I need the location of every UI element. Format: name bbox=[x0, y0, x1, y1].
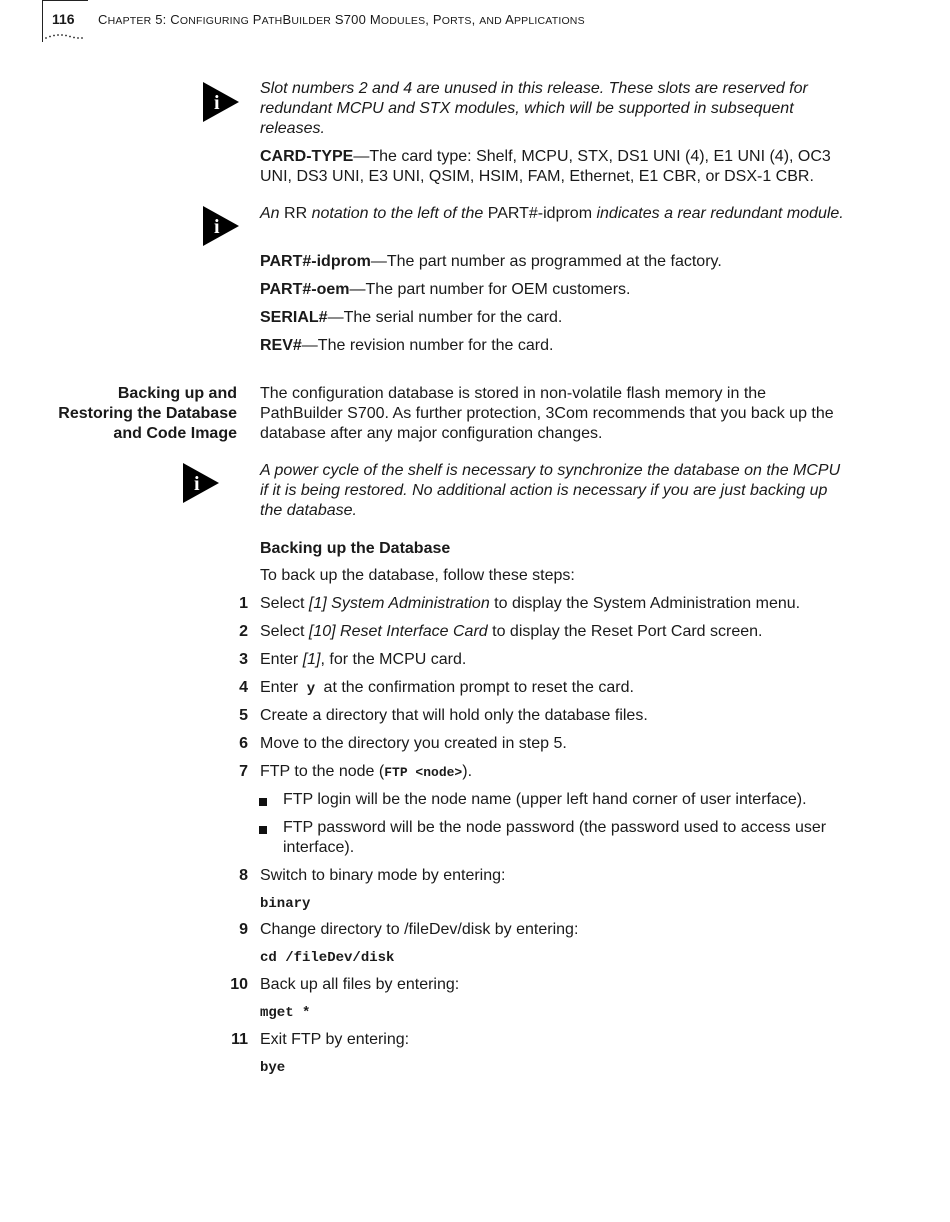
info-note-icon bbox=[203, 82, 239, 122]
step-number: 2 bbox=[239, 623, 248, 640]
code-cd-filedev: cd /fileDev/disk bbox=[260, 950, 395, 966]
section-heading-backup-restore: Backing up and Restoring the Database and Code Image bbox=[58, 385, 237, 442]
step-9: Change directory to /fileDev/disk by entering: bbox=[260, 921, 579, 938]
step-2: Select [10] Reset Interface Card to display the Reset Port Card screen. bbox=[260, 623, 763, 640]
step-11: Exit FTP by entering: bbox=[260, 1031, 410, 1048]
note-power-cycle: A power cycle of the shelf is necessary to synchronize the database on the MCPU if it is being restored. No additional action is necessary if you are just backing up the database. bbox=[260, 462, 841, 519]
header-rule-horizontal bbox=[42, 0, 88, 1]
note-rear-redundant: An RR notation to the left of the PART#-idprom indicates a rear redundant module. bbox=[260, 205, 844, 222]
subsection-intro: To back up the database, follow these steps: bbox=[260, 567, 575, 584]
page-number: 116 bbox=[52, 11, 75, 27]
step-number: 11 bbox=[231, 1031, 248, 1048]
step-7: FTP to the node (FTP <node>). bbox=[260, 763, 473, 780]
info-note-icon bbox=[203, 206, 239, 246]
subsection-title: Backing up the Database bbox=[260, 540, 451, 557]
step-number: 7 bbox=[239, 763, 248, 780]
svg-text:i: i bbox=[214, 216, 220, 238]
info-note-icon bbox=[183, 463, 219, 503]
step-number: 1 bbox=[239, 595, 248, 612]
bullet-marker bbox=[259, 798, 267, 806]
step-1: Select [1] System Administration to display the System Administration menu. bbox=[260, 595, 801, 612]
step-10: Back up all files by entering: bbox=[260, 976, 460, 993]
section-intro: The configuration database is stored in non-volatile flash memory in the PathBuilder S700. As further protection, 3Com recommends that you back up the database after any major configuration changes. bbox=[260, 385, 834, 442]
header-rule-vertical bbox=[42, 0, 43, 42]
step-number: 10 bbox=[230, 976, 248, 993]
code-binary: binary bbox=[260, 896, 311, 912]
step-number: 8 bbox=[239, 867, 248, 884]
definition-rev: REV#—The revision number for the card. bbox=[260, 337, 554, 354]
code-bye: bye bbox=[260, 1060, 286, 1076]
bullet-ftp-login: FTP login will be the node name (upper left hand corner of user interface). bbox=[283, 791, 807, 808]
bullet-ftp-password: FTP password will be the node password (the password used to access user interface). bbox=[283, 819, 827, 856]
step-number: 3 bbox=[239, 651, 248, 668]
definition-card-type: CARD-TYPE—The card type: Shelf, MCPU, STX, DS1 UNI (4), E1 UNI (4), OC3 UNI, DS3 UNI, E3 UNI, QSIM, HSIM, FAM, Ethernet, E1 CBR, or DSX-1 CBR. bbox=[260, 148, 831, 185]
svg-text:i: i bbox=[194, 473, 200, 495]
step-8: Switch to binary mode by entering: bbox=[260, 867, 506, 884]
step-4: Enter y at the confirmation prompt to reset the card. bbox=[260, 679, 634, 697]
step-number: 9 bbox=[239, 921, 248, 938]
definition-part-idprom: PART#-idprom—The part number as programmed at the factory. bbox=[260, 253, 722, 270]
step-5: Create a directory that will hold only the database files. bbox=[260, 707, 648, 724]
bullet-marker bbox=[259, 826, 267, 834]
chapter-title: CHAPTER 5: CONFIGURING PATHBUILDER S700 MODULES, PORTS, AND APPLICATIONS bbox=[98, 12, 585, 27]
step-number: 6 bbox=[239, 735, 248, 752]
step-6: Move to the directory you created in step 5. bbox=[260, 735, 567, 752]
note-slots-unused: Slot numbers 2 and 4 are unused in this release. These slots are reserved for redundant MCPU and STX modules, which will be supported in subsequent releases. bbox=[260, 80, 808, 137]
definition-part-oem: PART#-oem—The part number for OEM customers. bbox=[260, 281, 631, 298]
step-number: 4 bbox=[239, 679, 248, 696]
header-dots-decoration bbox=[44, 33, 86, 39]
step-3: Enter [1], for the MCPU card. bbox=[260, 651, 467, 668]
svg-text:i: i bbox=[214, 92, 220, 114]
definition-serial: SERIAL#—The serial number for the card. bbox=[260, 309, 563, 326]
step-number: 5 bbox=[239, 707, 248, 724]
code-mget: mget * bbox=[260, 1005, 311, 1021]
